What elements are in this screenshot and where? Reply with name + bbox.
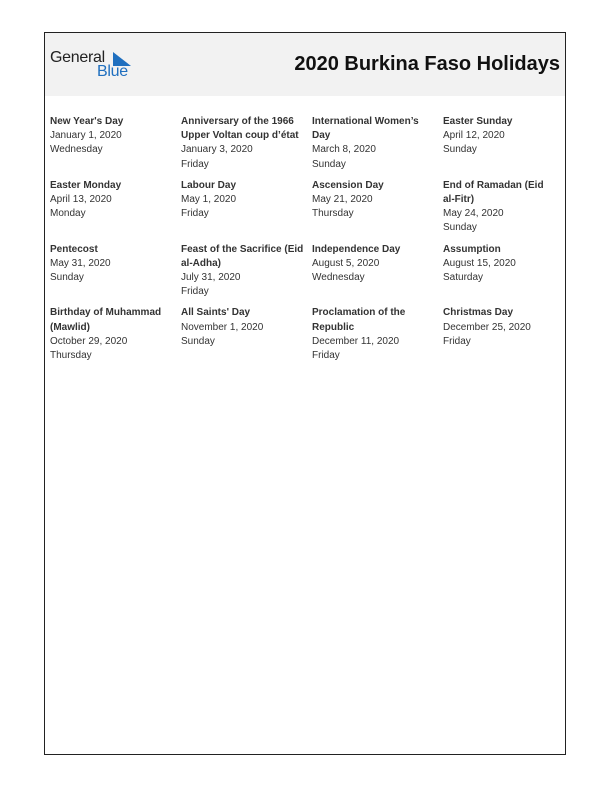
holiday-date: March 8, 2020 bbox=[312, 144, 376, 156]
holiday-date: May 21, 2020 bbox=[312, 194, 373, 206]
holiday-name: Proclamation of the Republic bbox=[312, 307, 406, 333]
holiday-weekday: Sunday bbox=[181, 335, 215, 347]
holiday-name: New Year's Day bbox=[50, 116, 124, 127]
holiday-name: All Saints' Day bbox=[181, 307, 251, 319]
holiday-date: July 31, 2020 bbox=[181, 272, 241, 284]
holiday-item bbox=[50, 115, 181, 172]
holiday-item bbox=[181, 243, 312, 300]
holiday-date: November 1, 2020 bbox=[181, 321, 264, 333]
holiday-weekday: Friday bbox=[312, 350, 340, 362]
logo-general-text: General bbox=[50, 49, 105, 66]
header-band bbox=[45, 33, 565, 96]
holiday-name: Labour Day bbox=[181, 179, 237, 191]
holiday-name: Easter Monday bbox=[50, 179, 122, 191]
holiday-date: January 1, 2020 bbox=[50, 130, 122, 142]
holiday-name: Birthday of Muhammad (Mawlid) bbox=[50, 307, 162, 333]
holiday-name: Independence Day bbox=[312, 243, 401, 255]
page-title: 2020 Burkina Faso Holidays bbox=[294, 53, 560, 75]
holiday-name: International Women’s Day bbox=[312, 116, 419, 142]
holiday-name: Anniversary of the 1966 Upper Voltan coup d’état bbox=[181, 116, 299, 142]
holiday-item bbox=[443, 306, 565, 363]
holiday-date: December 11, 2020 bbox=[312, 335, 400, 347]
holiday-weekday: Sunday bbox=[443, 144, 477, 156]
holiday-date: April 12, 2020 bbox=[443, 130, 505, 142]
holiday-weekday: Friday bbox=[443, 335, 471, 347]
holiday-grid bbox=[50, 115, 565, 363]
holiday-name: Christmas Day bbox=[443, 307, 514, 319]
holiday-item bbox=[50, 179, 181, 236]
logo bbox=[50, 49, 140, 83]
holiday-weekday: Thursday bbox=[50, 350, 92, 362]
holiday-item bbox=[50, 306, 181, 363]
holiday-name: Easter Sunday bbox=[443, 116, 513, 127]
holiday-weekday: Saturday bbox=[443, 272, 484, 284]
holiday-date: August 15, 2020 bbox=[443, 257, 516, 269]
holiday-date: May 1, 2020 bbox=[181, 194, 237, 206]
holiday-item bbox=[312, 179, 443, 236]
holiday-item bbox=[443, 115, 565, 172]
holiday-item bbox=[312, 243, 443, 300]
holiday-weekday: Thursday bbox=[312, 208, 354, 220]
holiday-weekday: Monday bbox=[50, 208, 86, 220]
holiday-weekday: Wednesday bbox=[50, 144, 103, 156]
page-frame bbox=[44, 32, 566, 755]
holiday-date: May 31, 2020 bbox=[50, 257, 111, 269]
holiday-weekday: Sunday bbox=[443, 222, 477, 234]
logo-blue-text: Blue bbox=[97, 63, 128, 80]
holiday-name: Feast of the Sacrifice (Eid al-Adha) bbox=[181, 243, 304, 269]
holiday-weekday: Sunday bbox=[50, 272, 84, 284]
holiday-weekday: Friday bbox=[181, 208, 209, 220]
holiday-date: August 5, 2020 bbox=[312, 257, 380, 269]
holiday-item bbox=[443, 179, 565, 236]
holiday-item bbox=[181, 115, 312, 172]
holiday-name: Ascension Day bbox=[312, 179, 384, 191]
holiday-date: December 25, 2020 bbox=[443, 321, 531, 333]
holiday-name: End of Ramadan (Eid al-Fitr) bbox=[443, 179, 544, 206]
holiday-weekday: Friday bbox=[181, 158, 209, 170]
holiday-name: Pentecost bbox=[50, 243, 98, 255]
holiday-item bbox=[312, 306, 443, 363]
holiday-item bbox=[50, 243, 181, 300]
holiday-date: April 13, 2020 bbox=[50, 194, 112, 206]
holiday-item bbox=[181, 179, 312, 236]
holiday-item bbox=[312, 115, 443, 172]
holiday-item bbox=[443, 243, 565, 300]
holiday-item bbox=[181, 306, 312, 363]
holiday-weekday: Sunday bbox=[312, 158, 346, 170]
holiday-weekday: Friday bbox=[181, 286, 209, 298]
holiday-weekday: Wednesday bbox=[312, 272, 365, 284]
holiday-date: May 24, 2020 bbox=[443, 208, 504, 220]
holiday-date: October 29, 2020 bbox=[50, 335, 128, 347]
holiday-date: January 3, 2020 bbox=[181, 144, 253, 156]
holiday-name: Assumption bbox=[443, 243, 501, 255]
